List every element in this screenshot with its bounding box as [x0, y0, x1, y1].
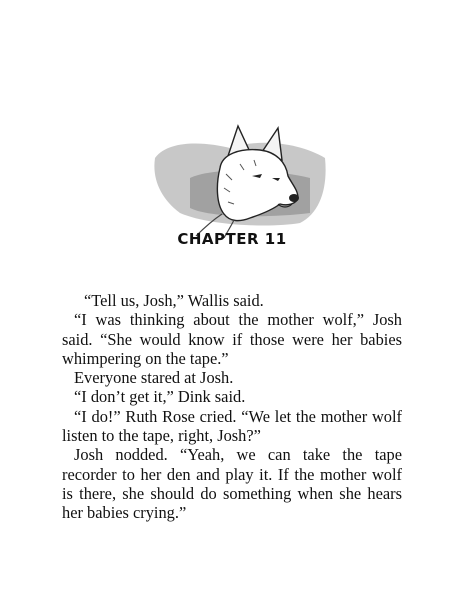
paragraph: Josh nodded. “Yeah, we can take the tape recorder to her den and play it. If the mother wolf is there, she should do something when she hears her babies crying.” [62, 445, 402, 523]
paragraph: “I don’t get it,” Dink said. [74, 387, 246, 407]
paragraph: “Tell us, Josh,” Wallis said. [84, 291, 264, 310]
paragraph: “I do!” Ruth Rose cried. “We let the mother wolf listen to the tape, right, Josh?” [62, 406, 402, 446]
story-text [62, 291, 402, 523]
paragraph: “I was thinking about the mother wolf,” Josh said. “She would know if those were her babies whimpering on the tape.” [62, 310, 402, 368]
wolf-head-drawing-icon [150, 118, 330, 238]
paragraph: Everyone stared at Josh. [74, 368, 234, 388]
chapter-heading: CHAPTER 11 [177, 230, 287, 248]
